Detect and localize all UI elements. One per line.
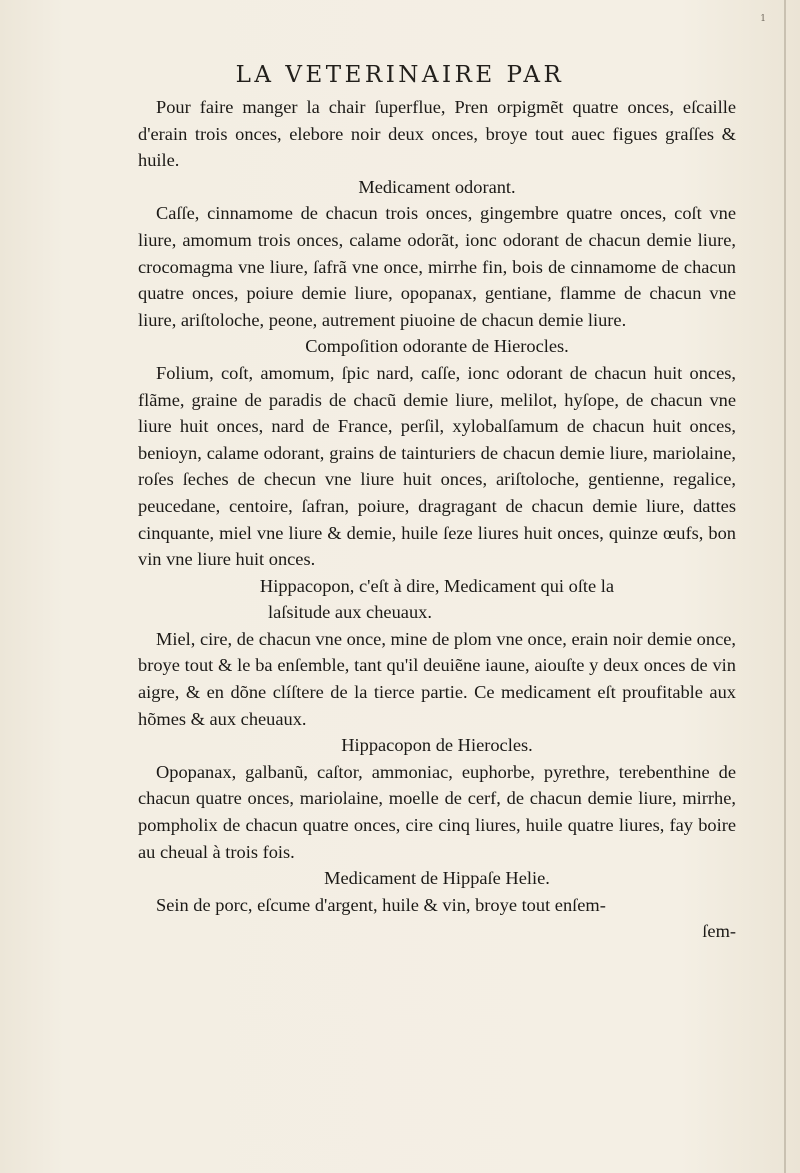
section-heading: Hippacopon, c'eſt à dire, Medicament qui oſte la xyxy=(259,575,615,596)
running-head: LA VETERINAIRE PAR xyxy=(235,62,565,88)
section-heading: Medicament de Hippaſe Helie. xyxy=(324,868,550,889)
paragraph: Opopanax, galbanũ, caſtor, ammoniac, euphorbe, pyrethre, terebenthine de chacun quatre onces, mariolaine, moelle de cerf, de chacun demie liure, mirrhe, pompholix de chacun quatre onces, cire cinq liures, huile quatre liures, fay boire au cheual à trois fois. xyxy=(138,761,736,862)
corner-mark: 1 xyxy=(760,14,766,24)
paragraph: Pour faire manger la chair ſuperflue, Pren orpigmẽt quatre onces, eſcaille d'erain trois onces, elebore noir deux onces, broye tout auec figues graſſes & huile. xyxy=(138,97,736,171)
paragraph: Miel, cire, de chacun vne once, mine de plom vne once, erain noir demie once, broye tout & le ba enſemble, tant qu'il deuiẽne iaune, aiouſte y deux onces de vin aigre, & en dõne clíſtere de la tierce partie. Ce medicament eſt proufitable aux hõmes & aux cheuaux. xyxy=(138,628,736,729)
page-edge-divider xyxy=(784,0,786,1173)
section-heading: Compoſition odorante de Hierocles. xyxy=(305,336,569,357)
paragraph: Folium, coſt, amomum, ſpic nard, caſſe, ionc odorant de chacun huit onces, flãme, graine de paradis de chacũ demie liure, melilot, hyſope, de chacun vne liure huit onces, nard de France, perſil, xylobalſamum de chacun huit onces, benioyn, calame odorant, grains de tainturiers de chacun demie liure, mariolaine, roſes ſeches de checun vne liure huit onces, ariſtoloche, gentienne, regalice, peucedane, centoire, ſafran, poiure, dragragant de chacun demie liure, dattes cinquante, miel vne liure & demie, huile ſeze liures huit onces, quinze œufs, bon vin vne liure huit onces. xyxy=(138,362,736,570)
text-block xyxy=(138,94,736,945)
catchword: ſem- xyxy=(702,921,736,942)
section-heading: Hippacopon de Hierocles. xyxy=(341,735,533,756)
paragraph: Caſſe, cinnamome de chacun trois onces, gingembre quatre onces, coſt vne liure, amomum trois onces, calame odorãt, ionc odorant de chacun demie liure, crocomagma vne liure, ſafrã vne once, mirrhe fin, bois de cinnamome de chacun quatre onces, poiure demie liure, opopanax, gentiane, flamme de chacun vne liure, ariſtoloche, peone, autrement piuoine de chacun demie liure. xyxy=(138,203,736,330)
section-heading: Medicament odorant. xyxy=(358,176,516,197)
section-heading-continuation: laſsitude aux cheuaux. xyxy=(268,602,432,623)
paragraph: Sein de porc, eſcume d'argent, huile & vin, broye tout enſem- xyxy=(156,894,606,915)
